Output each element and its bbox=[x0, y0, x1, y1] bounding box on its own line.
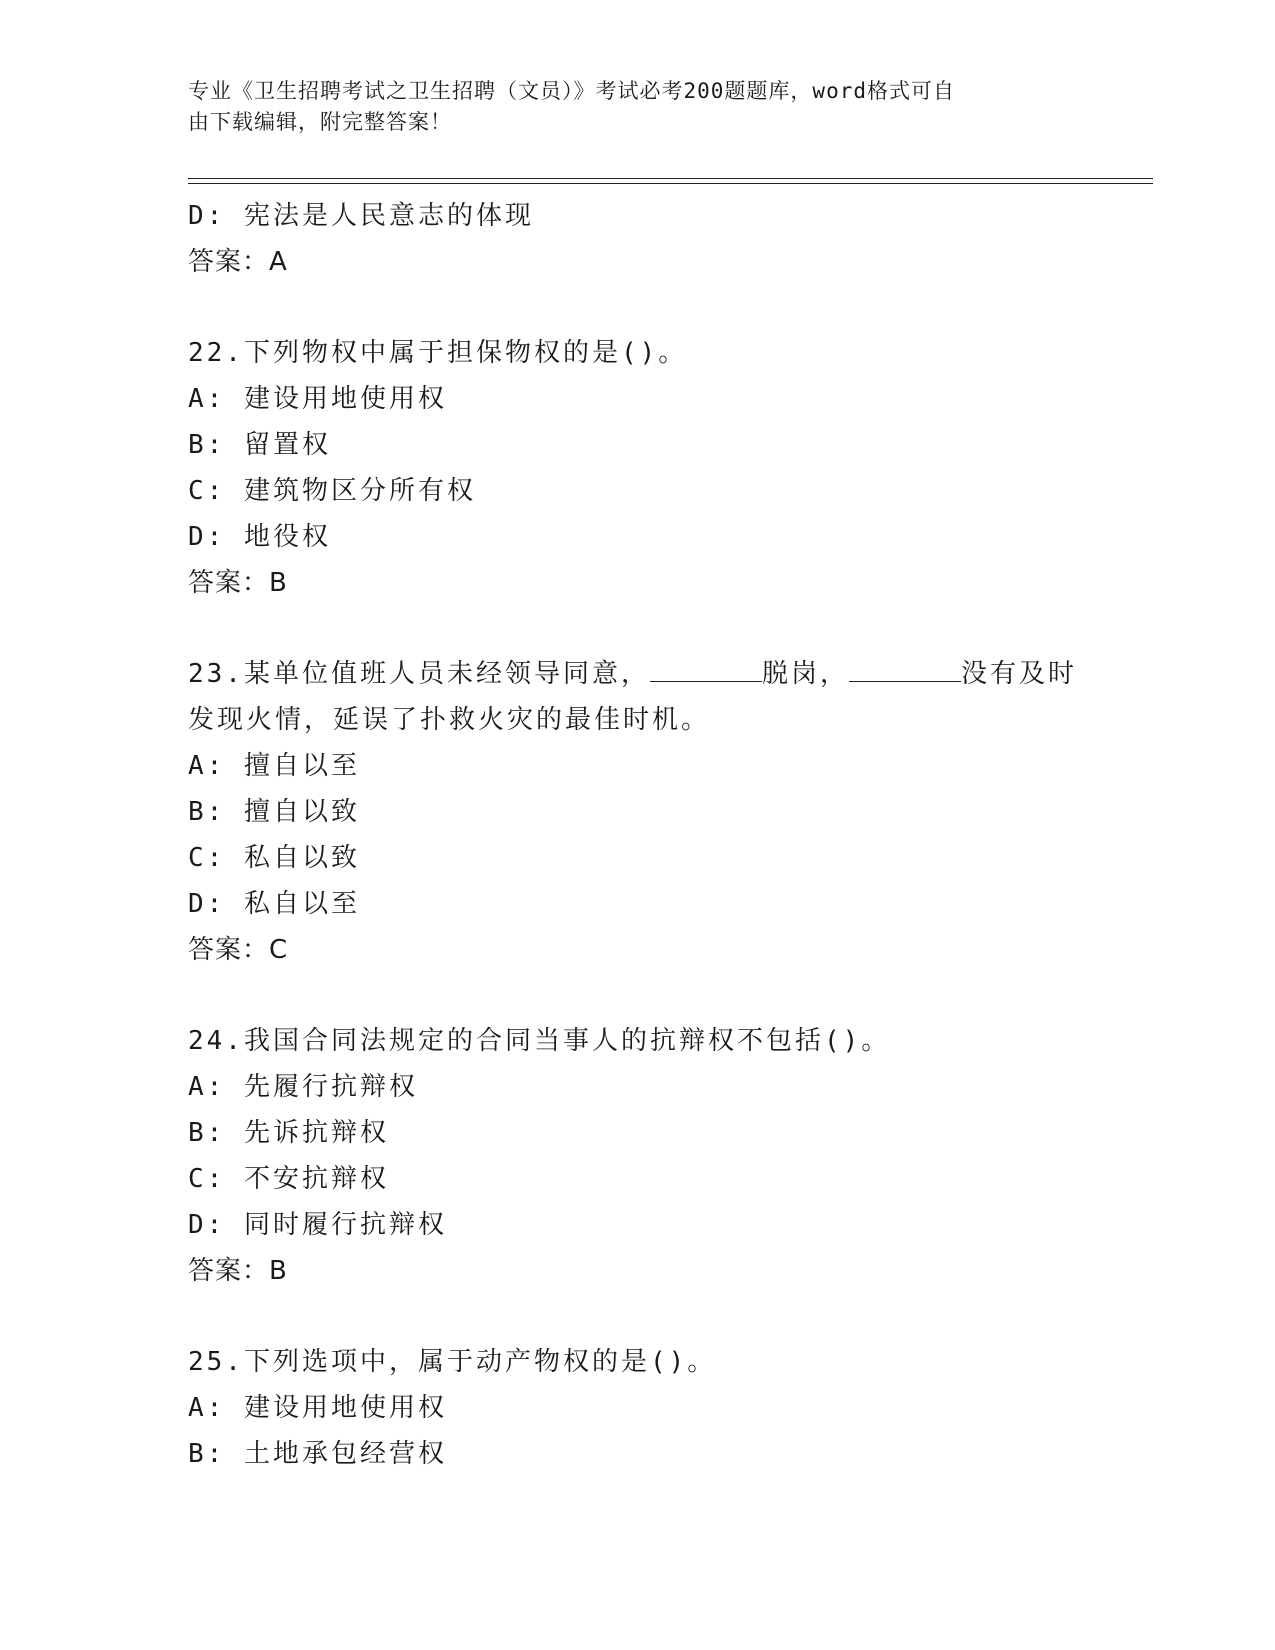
option-c: C: 不安抗辩权 bbox=[188, 1164, 389, 1194]
option-a: A: 先履行抗辩权 bbox=[188, 1072, 418, 1102]
option-c: C: 私自以致 bbox=[188, 843, 360, 873]
header-line-2: 由下载编辑，附完整答案！ bbox=[188, 110, 452, 134]
document-header bbox=[188, 76, 1088, 138]
question-21-tail bbox=[188, 193, 1148, 285]
fill-blank-2 bbox=[849, 651, 961, 682]
option-d: D: 私自以至 bbox=[188, 889, 360, 919]
question-text: 24.我国合同法规定的合同当事人的抗辩权不包括()。 bbox=[188, 1026, 891, 1056]
question-text-part-2: 脱岗， bbox=[761, 659, 849, 689]
option-b: B: 留置权 bbox=[188, 430, 331, 460]
answer: 答案：B bbox=[188, 568, 288, 598]
question-24 bbox=[188, 1018, 1148, 1294]
question-25 bbox=[188, 1339, 1148, 1477]
option-b: B: 先诉抗辩权 bbox=[188, 1118, 389, 1148]
question-text-part-1: 23.某单位值班人员未经领导同意， bbox=[188, 659, 650, 689]
fill-blank-1 bbox=[650, 651, 762, 682]
question-text-part-3: 没有及时 bbox=[960, 659, 1077, 689]
option-a: A: 建设用地使用权 bbox=[188, 384, 447, 414]
question-list bbox=[188, 193, 1148, 1477]
header-divider-top bbox=[188, 178, 1153, 179]
question-text-line-2: 发现火情，延误了扑救火灾的最佳时机。 bbox=[188, 705, 711, 735]
option-d: D: 宪法是人民意志的体现 bbox=[188, 201, 534, 231]
question-22 bbox=[188, 330, 1148, 606]
question-text bbox=[188, 651, 1148, 697]
option-b: B: 擅自以致 bbox=[188, 797, 360, 827]
option-a: A: 擅自以至 bbox=[188, 751, 360, 781]
header-divider-bottom bbox=[188, 183, 1153, 184]
header-line-1: 专业《卫生招聘考试之卫生招聘（文员）》考试必考200题题库，word格式可自 bbox=[188, 79, 955, 103]
option-b: B: 土地承包经营权 bbox=[188, 1439, 447, 1469]
option-a: A: 建设用地使用权 bbox=[188, 1393, 447, 1423]
option-c: C: 建筑物区分所有权 bbox=[188, 476, 476, 506]
answer: 答案：A bbox=[188, 247, 288, 277]
question-text: 22.下列物权中属于担保物权的是()。 bbox=[188, 338, 688, 368]
option-d: D: 地役权 bbox=[188, 522, 331, 552]
question-23 bbox=[188, 651, 1148, 973]
answer: 答案：C bbox=[188, 935, 289, 965]
answer: 答案：B bbox=[188, 1256, 288, 1286]
question-text: 25.下列选项中，属于动产物权的是()。 bbox=[188, 1347, 717, 1377]
option-d: D: 同时履行抗辩权 bbox=[188, 1210, 447, 1240]
